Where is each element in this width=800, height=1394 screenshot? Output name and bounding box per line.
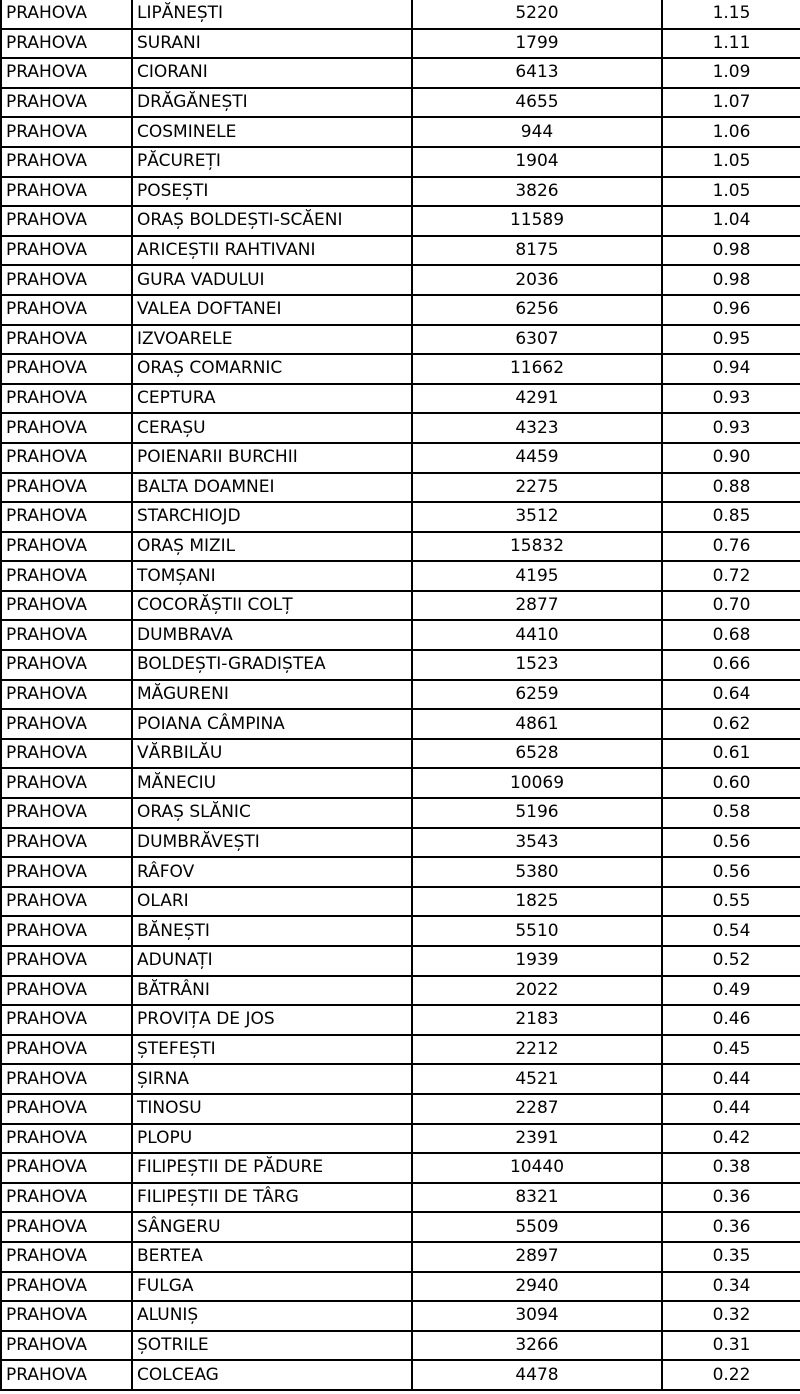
ratio-cell: 0.54	[662, 916, 800, 946]
county-cell: PRAHOVA	[1, 29, 132, 59]
county-cell: PRAHOVA	[1, 1035, 132, 1065]
table-row	[1, 354, 800, 384]
locality-cell: POIANA CÂMPINA	[132, 709, 412, 739]
ratio-cell: 0.55	[662, 887, 800, 917]
number-cell: 6259	[412, 680, 662, 710]
number-cell: 2391	[412, 1124, 662, 1154]
locality-cell: DUMBRĂVEȘTI	[132, 828, 412, 858]
ratio-cell: 0.64	[662, 680, 800, 710]
county-cell: PRAHOVA	[1, 443, 132, 473]
number-cell: 1825	[412, 887, 662, 917]
ratio-cell: 0.85	[662, 502, 800, 532]
ratio-cell: 0.72	[662, 561, 800, 591]
county-cell: PRAHOVA	[1, 798, 132, 828]
number-cell: 3512	[412, 502, 662, 532]
county-cell: PRAHOVA	[1, 976, 132, 1006]
locality-cell: ȘIRNA	[132, 1064, 412, 1094]
county-cell: PRAHOVA	[1, 1153, 132, 1183]
county-cell: PRAHOVA	[1, 532, 132, 562]
number-cell: 4195	[412, 561, 662, 591]
county-cell: PRAHOVA	[1, 1094, 132, 1124]
ratio-cell: 0.49	[662, 976, 800, 1006]
number-cell: 8175	[412, 236, 662, 266]
county-cell: PRAHOVA	[1, 117, 132, 147]
ratio-cell: 1.11	[662, 29, 800, 59]
locality-cell: FILIPEȘTII DE TÂRG	[132, 1183, 412, 1213]
locality-cell: VĂRBILĂU	[132, 739, 412, 769]
table-row	[1, 29, 800, 59]
number-cell: 4410	[412, 620, 662, 650]
table-row	[1, 58, 800, 88]
table-row	[1, 384, 800, 414]
ratio-cell: 0.96	[662, 295, 800, 325]
locality-cell: PROVIȚA DE JOS	[132, 1005, 412, 1035]
ratio-cell: 0.44	[662, 1094, 800, 1124]
county-cell: PRAHOVA	[1, 147, 132, 177]
locality-cell: LIPĂNEȘTI	[132, 0, 412, 29]
locality-cell: COLCEAG	[132, 1360, 412, 1390]
ratio-cell: 1.07	[662, 88, 800, 118]
ratio-cell: 1.06	[662, 117, 800, 147]
number-cell: 4861	[412, 709, 662, 739]
number-cell: 944	[412, 117, 662, 147]
locality-cell: SÂNGERU	[132, 1212, 412, 1242]
ratio-cell: 0.93	[662, 413, 800, 443]
table-row	[1, 502, 800, 532]
table-row	[1, 1094, 800, 1124]
ratio-cell: 0.44	[662, 1064, 800, 1094]
ratio-cell: 0.58	[662, 798, 800, 828]
number-cell: 4521	[412, 1064, 662, 1094]
county-cell: PRAHOVA	[1, 177, 132, 207]
ratio-cell: 0.76	[662, 532, 800, 562]
county-cell: PRAHOVA	[1, 561, 132, 591]
county-cell: PRAHOVA	[1, 1301, 132, 1331]
number-cell: 2287	[412, 1094, 662, 1124]
locality-cell: BĂNEȘTI	[132, 916, 412, 946]
locality-cell: PĂCUREȚI	[132, 147, 412, 177]
ratio-cell: 0.52	[662, 946, 800, 976]
number-cell: 4459	[412, 443, 662, 473]
table-row	[1, 798, 800, 828]
county-cell: PRAHOVA	[1, 325, 132, 355]
table-row	[1, 561, 800, 591]
county-cell: PRAHOVA	[1, 946, 132, 976]
county-cell: PRAHOVA	[1, 58, 132, 88]
number-cell: 2940	[412, 1272, 662, 1302]
table-row	[1, 1360, 800, 1390]
ratio-cell: 0.70	[662, 591, 800, 621]
table-row	[1, 591, 800, 621]
ratio-cell: 0.35	[662, 1242, 800, 1272]
ratio-cell: 0.38	[662, 1153, 800, 1183]
ratio-cell: 1.05	[662, 147, 800, 177]
locality-cell: ALUNIȘ	[132, 1301, 412, 1331]
county-cell: PRAHOVA	[1, 1272, 132, 1302]
table-row	[1, 680, 800, 710]
number-cell: 6307	[412, 325, 662, 355]
locality-cell: FULGA	[132, 1272, 412, 1302]
county-cell: PRAHOVA	[1, 857, 132, 887]
locality-cell: GURA VADULUI	[132, 265, 412, 295]
number-cell: 2183	[412, 1005, 662, 1035]
locality-cell: POIENARII BURCHII	[132, 443, 412, 473]
locality-cell: ADUNAȚI	[132, 946, 412, 976]
table-row	[1, 650, 800, 680]
number-cell: 2897	[412, 1242, 662, 1272]
table-row	[1, 916, 800, 946]
table-row	[1, 709, 800, 739]
ratio-cell: 0.66	[662, 650, 800, 680]
number-cell: 1904	[412, 147, 662, 177]
locality-cell: ORAȘ COMARNIC	[132, 354, 412, 384]
county-cell: PRAHOVA	[1, 887, 132, 917]
county-cell: PRAHOVA	[1, 1124, 132, 1154]
number-cell: 11589	[412, 206, 662, 236]
county-cell: PRAHOVA	[1, 739, 132, 769]
locality-cell: COSMINELE	[132, 117, 412, 147]
locality-cell: STARCHIOJD	[132, 502, 412, 532]
number-cell: 5380	[412, 857, 662, 887]
ratio-cell: 1.09	[662, 58, 800, 88]
locality-cell: ȘOTRILE	[132, 1331, 412, 1361]
locality-cell: BĂTRÂNI	[132, 976, 412, 1006]
county-cell: PRAHOVA	[1, 88, 132, 118]
county-cell: PRAHOVA	[1, 1183, 132, 1213]
table-row	[1, 532, 800, 562]
ratio-cell: 0.98	[662, 236, 800, 266]
number-cell: 5220	[412, 0, 662, 29]
table-row	[1, 473, 800, 503]
table-row	[1, 295, 800, 325]
table-row	[1, 620, 800, 650]
table-row	[1, 976, 800, 1006]
number-cell: 8321	[412, 1183, 662, 1213]
county-cell: PRAHOVA	[1, 1005, 132, 1035]
number-cell: 1799	[412, 29, 662, 59]
number-cell: 5509	[412, 1212, 662, 1242]
county-cell: PRAHOVA	[1, 265, 132, 295]
number-cell: 2022	[412, 976, 662, 1006]
county-cell: PRAHOVA	[1, 1242, 132, 1272]
number-cell: 4655	[412, 88, 662, 118]
number-cell: 5510	[412, 916, 662, 946]
ratio-cell: 1.04	[662, 206, 800, 236]
table-row	[1, 1124, 800, 1154]
county-cell: PRAHOVA	[1, 1331, 132, 1361]
county-cell: PRAHOVA	[1, 650, 132, 680]
ratio-cell: 0.31	[662, 1331, 800, 1361]
number-cell: 5196	[412, 798, 662, 828]
ratio-cell: 0.98	[662, 265, 800, 295]
number-cell: 15832	[412, 532, 662, 562]
county-cell: PRAHOVA	[1, 206, 132, 236]
ratio-cell: 0.36	[662, 1183, 800, 1213]
number-cell: 3094	[412, 1301, 662, 1331]
locality-cell: ORAȘ SLĂNIC	[132, 798, 412, 828]
locality-cell: CERAȘU	[132, 413, 412, 443]
number-cell: 10440	[412, 1153, 662, 1183]
number-cell: 2877	[412, 591, 662, 621]
county-cell: PRAHOVA	[1, 916, 132, 946]
table-row	[1, 147, 800, 177]
county-cell: PRAHOVA	[1, 0, 132, 29]
locality-cell: TOMȘANI	[132, 561, 412, 591]
county-cell: PRAHOVA	[1, 295, 132, 325]
locality-cell: BERTEA	[132, 1242, 412, 1272]
table-row	[1, 236, 800, 266]
number-cell: 2275	[412, 473, 662, 503]
ratio-cell: 1.05	[662, 177, 800, 207]
county-cell: PRAHOVA	[1, 473, 132, 503]
locality-cell: TINOSU	[132, 1094, 412, 1124]
county-cell: PRAHOVA	[1, 620, 132, 650]
locality-cell: BOLDEȘTI-GRADIȘTEA	[132, 650, 412, 680]
county-cell: PRAHOVA	[1, 502, 132, 532]
locality-cell: DUMBRAVA	[132, 620, 412, 650]
table-row	[1, 739, 800, 769]
table-row	[1, 1242, 800, 1272]
number-cell: 2212	[412, 1035, 662, 1065]
ratio-cell: 0.61	[662, 739, 800, 769]
locality-cell: IZVOARELE	[132, 325, 412, 355]
table-body	[1, 0, 800, 1390]
table-row	[1, 265, 800, 295]
table-row	[1, 1301, 800, 1331]
county-cell: PRAHOVA	[1, 591, 132, 621]
number-cell: 3826	[412, 177, 662, 207]
county-cell: PRAHOVA	[1, 1064, 132, 1094]
county-cell: PRAHOVA	[1, 1212, 132, 1242]
county-cell: PRAHOVA	[1, 413, 132, 443]
county-cell: PRAHOVA	[1, 709, 132, 739]
number-cell: 4291	[412, 384, 662, 414]
ratio-cell: 0.34	[662, 1272, 800, 1302]
county-cell: PRAHOVA	[1, 354, 132, 384]
locality-cell: SURANI	[132, 29, 412, 59]
locality-cell: ORAȘ BOLDEȘTI-SCĂENI	[132, 206, 412, 236]
locality-cell: VALEA DOFTANEI	[132, 295, 412, 325]
table-row	[1, 443, 800, 473]
locality-cell: BALTA DOAMNEI	[132, 473, 412, 503]
locality-cell: ARICEȘTII RAHTIVANI	[132, 236, 412, 266]
ratio-cell: 0.32	[662, 1301, 800, 1331]
number-cell: 1523	[412, 650, 662, 680]
ratio-cell: 0.46	[662, 1005, 800, 1035]
ratio-cell: 0.60	[662, 768, 800, 798]
table-row	[1, 768, 800, 798]
locality-cell: DRĂGĂNEȘTI	[132, 88, 412, 118]
table-row	[1, 828, 800, 858]
locality-cell: CEPTURA	[132, 384, 412, 414]
locality-cell: COCORĂȘTII COLȚ	[132, 591, 412, 621]
table-row	[1, 1153, 800, 1183]
ratio-cell: 0.88	[662, 473, 800, 503]
table-row	[1, 1035, 800, 1065]
table-row	[1, 1183, 800, 1213]
locality-cell: ORAȘ MIZIL	[132, 532, 412, 562]
locality-cell: ȘTEFEȘTI	[132, 1035, 412, 1065]
locality-cell: MĂNECIU	[132, 768, 412, 798]
ratio-cell: 0.36	[662, 1212, 800, 1242]
table-row	[1, 0, 800, 29]
number-cell: 11662	[412, 354, 662, 384]
number-cell: 6413	[412, 58, 662, 88]
ratio-cell: 0.45	[662, 1035, 800, 1065]
table-row	[1, 206, 800, 236]
locality-cell: MĂGURENI	[132, 680, 412, 710]
number-cell: 4478	[412, 1360, 662, 1390]
ratio-cell: 0.22	[662, 1360, 800, 1390]
county-cell: PRAHOVA	[1, 236, 132, 266]
ratio-cell: 0.95	[662, 325, 800, 355]
number-cell: 1939	[412, 946, 662, 976]
ratio-cell: 0.90	[662, 443, 800, 473]
ratio-cell: 0.94	[662, 354, 800, 384]
number-cell: 6256	[412, 295, 662, 325]
number-cell: 4323	[412, 413, 662, 443]
number-cell: 2036	[412, 265, 662, 295]
table-row	[1, 857, 800, 887]
ratio-cell: 0.68	[662, 620, 800, 650]
ratio-cell: 0.56	[662, 857, 800, 887]
table-row	[1, 1331, 800, 1361]
number-cell: 3266	[412, 1331, 662, 1361]
county-cell: PRAHOVA	[1, 828, 132, 858]
ratio-cell: 0.42	[662, 1124, 800, 1154]
table-row	[1, 1064, 800, 1094]
locality-cell: POSEȘTI	[132, 177, 412, 207]
locality-cell: CIORANI	[132, 58, 412, 88]
number-cell: 3543	[412, 828, 662, 858]
locality-cell: RÂFOV	[132, 857, 412, 887]
number-cell: 6528	[412, 739, 662, 769]
table-row	[1, 117, 800, 147]
table-row	[1, 887, 800, 917]
locality-cell: OLARI	[132, 887, 412, 917]
table-row	[1, 1272, 800, 1302]
table-row	[1, 177, 800, 207]
table-row	[1, 1212, 800, 1242]
ratio-cell: 0.93	[662, 384, 800, 414]
county-cell: PRAHOVA	[1, 680, 132, 710]
table-row	[1, 88, 800, 118]
county-cell: PRAHOVA	[1, 1360, 132, 1390]
table-row	[1, 325, 800, 355]
locality-cell: FILIPEȘTII DE PĂDURE	[132, 1153, 412, 1183]
locality-cell: PLOPU	[132, 1124, 412, 1154]
ratio-cell: 1.15	[662, 0, 800, 29]
county-cell: PRAHOVA	[1, 768, 132, 798]
table-row	[1, 413, 800, 443]
ratio-cell: 0.56	[662, 828, 800, 858]
table-row	[1, 1005, 800, 1035]
table-row	[1, 946, 800, 976]
ratio-cell: 0.62	[662, 709, 800, 739]
number-cell: 10069	[412, 768, 662, 798]
county-cell: PRAHOVA	[1, 384, 132, 414]
